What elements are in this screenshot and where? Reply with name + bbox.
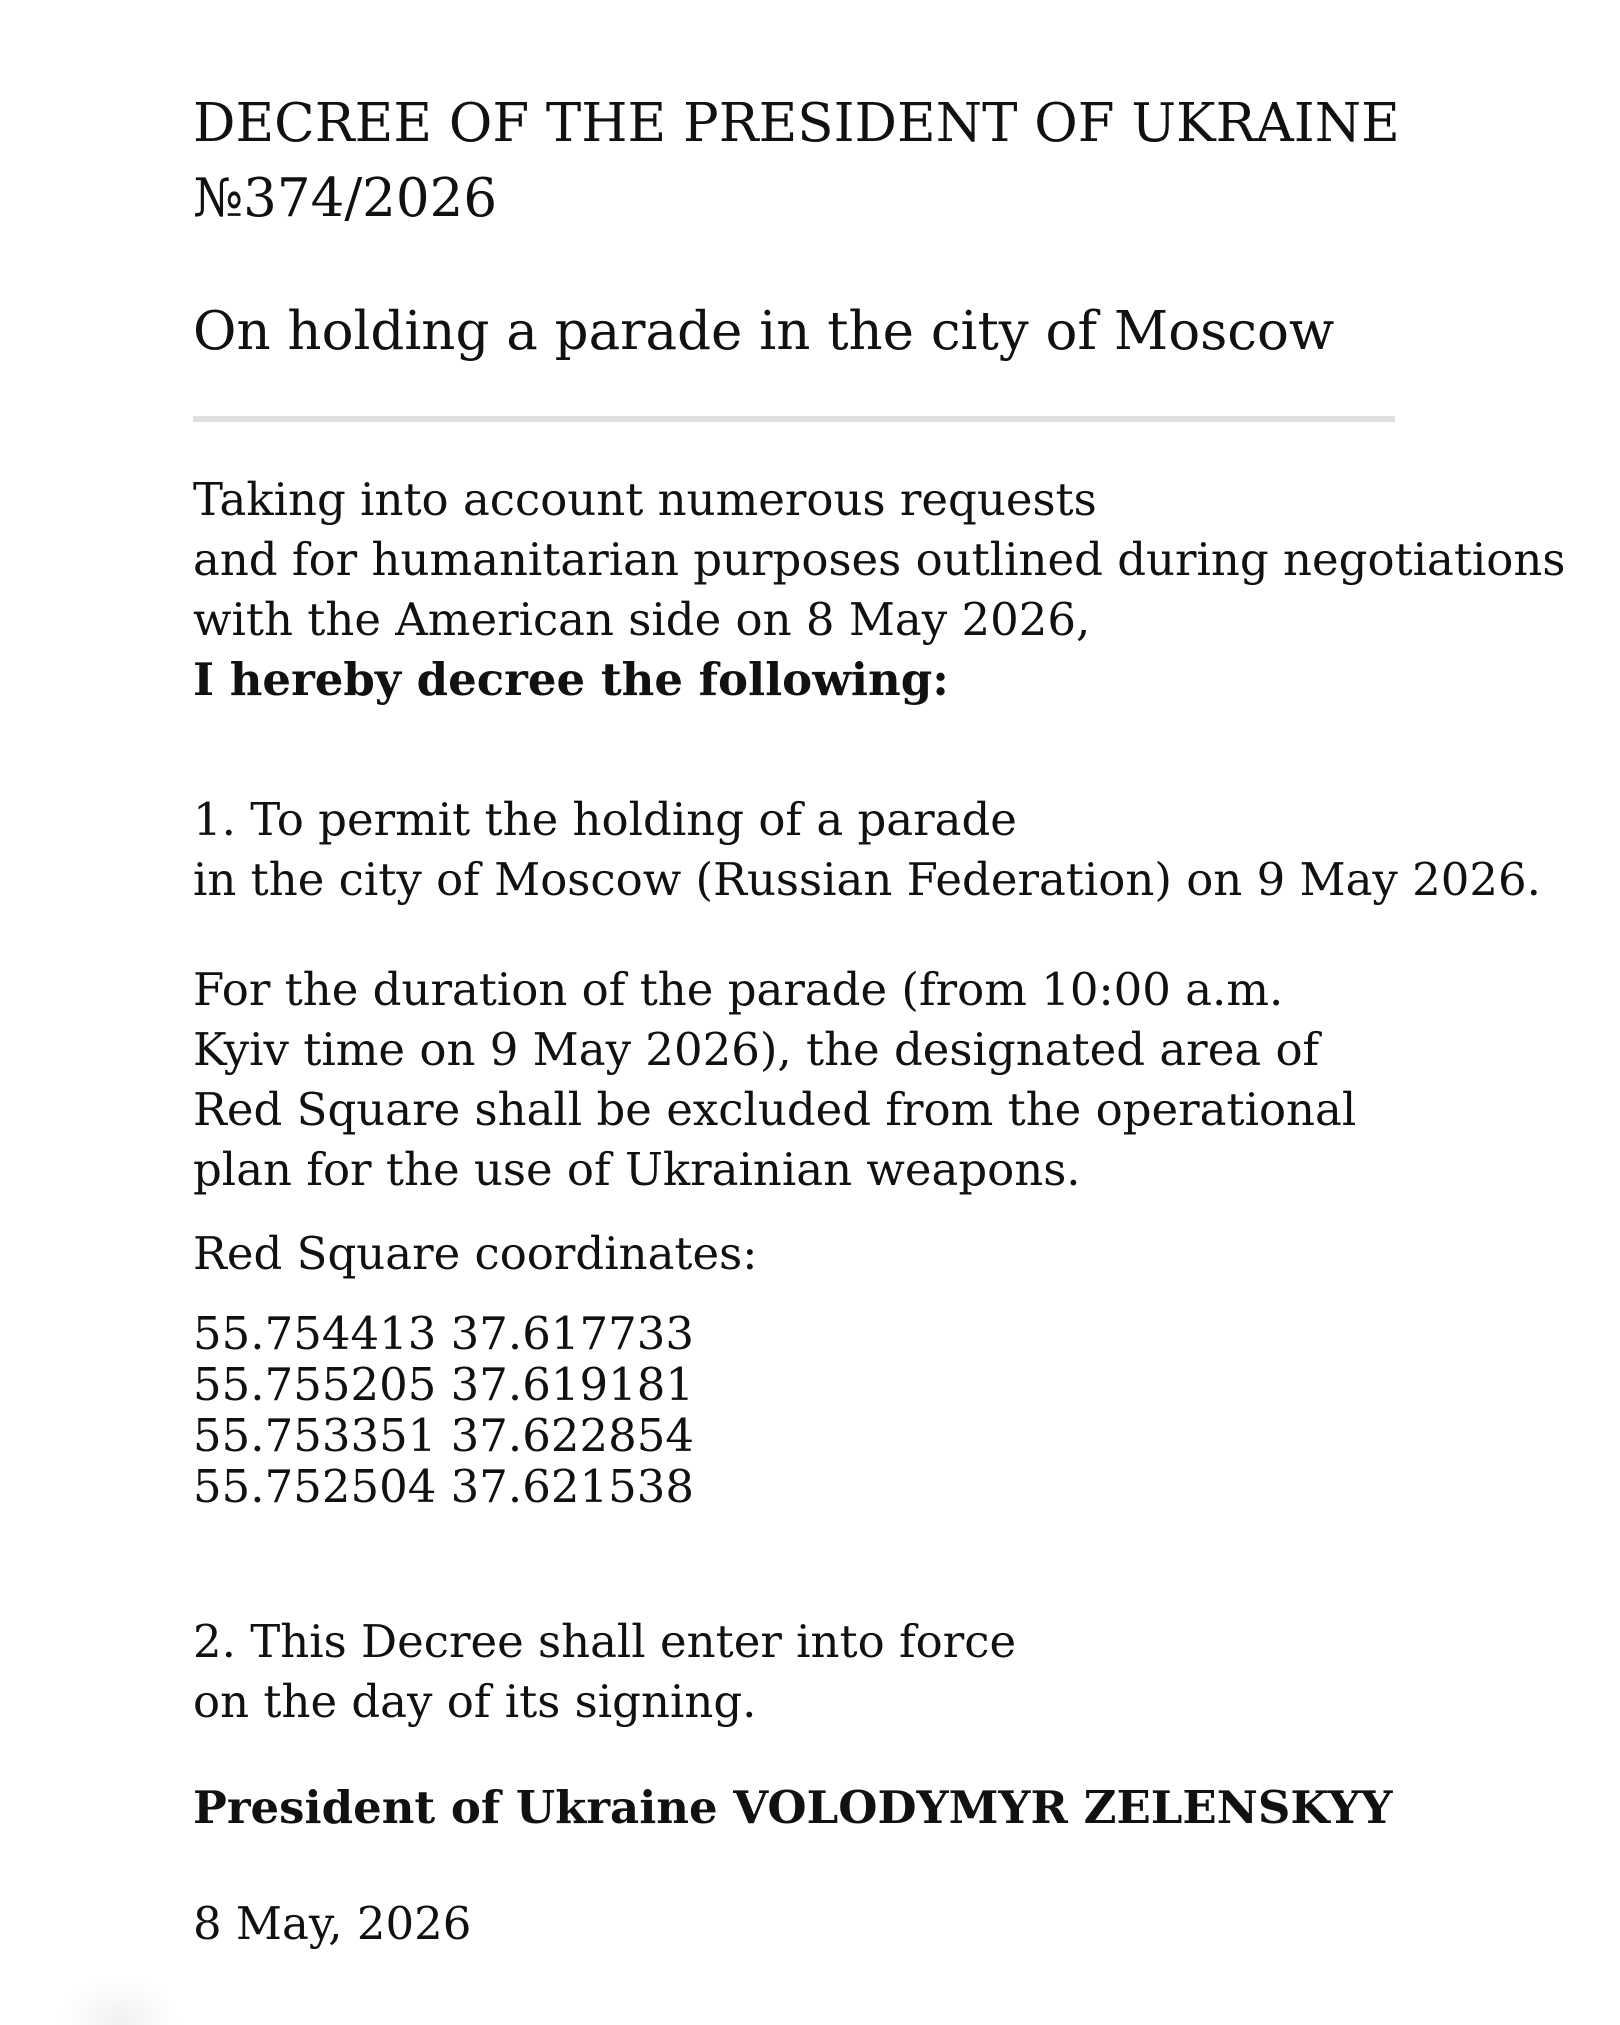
date-text: 8 May, 2026 [193, 1897, 472, 1950]
decree-subtitle: On holding a parade in the city of Moscow [193, 301, 1335, 362]
paragraph-line: Kyiv time on 9 May 2026), the designated area of [193, 1023, 1320, 1076]
signature [193, 1778, 1393, 1838]
coordinates-list [193, 1308, 694, 1512]
article-1-line: in the city of Moscow (Russian Federation) on 9 May 2026. [193, 853, 1541, 906]
preamble-line: Taking into account numerous requests [193, 473, 1097, 526]
paragraph-line: Red Square shall be excluded from the operational [193, 1083, 1357, 1136]
coordinate-pair: 55.755205 37.619181 [193, 1358, 694, 1411]
title-line-1: DECREE OF THE PRESIDENT OF UKRAINE [193, 93, 1400, 154]
preamble [193, 470, 1565, 710]
preamble-line: with the American side on 8 May 2026, [193, 593, 1091, 646]
coordinate-pair: 55.753351 37.622854 [193, 1409, 694, 1462]
article-1 [193, 790, 1541, 910]
divider [193, 416, 1395, 422]
article-1-paragraph [193, 960, 1356, 1200]
article-2 [193, 1612, 1016, 1732]
paragraph-line: For the duration of the parade (from 10:00 a.m. [193, 963, 1284, 1016]
coordinate-pair: 55.752504 37.621538 [193, 1460, 694, 1513]
decree-clause: I hereby decree the following: [193, 653, 949, 706]
decree-document [193, 86, 1566, 1950]
signature-text: President of Ukraine VOLODYMYR ZELENSKYY [193, 1781, 1393, 1834]
paragraph-line: plan for the use of Ukrainian weapons. [193, 1143, 1081, 1196]
scan-shadow [60, 1975, 180, 2025]
coordinates-label [193, 1224, 757, 1284]
article-2-line: 2. This Decree shall enter into force [193, 1615, 1017, 1668]
preamble-line: and for humanitarian purposes outlined during negotiations [193, 533, 1566, 586]
decree-title [193, 86, 1493, 236]
article-1-line: 1. To permit the holding of a parade [193, 793, 1017, 846]
article-2-line: on the day of its signing. [193, 1675, 757, 1728]
decree-number: №374/2026 [193, 168, 498, 229]
coordinate-pair: 55.754413 37.617733 [193, 1307, 694, 1360]
decree-date [193, 1894, 471, 1954]
coordinates-label-text: Red Square coordinates: [193, 1227, 758, 1280]
